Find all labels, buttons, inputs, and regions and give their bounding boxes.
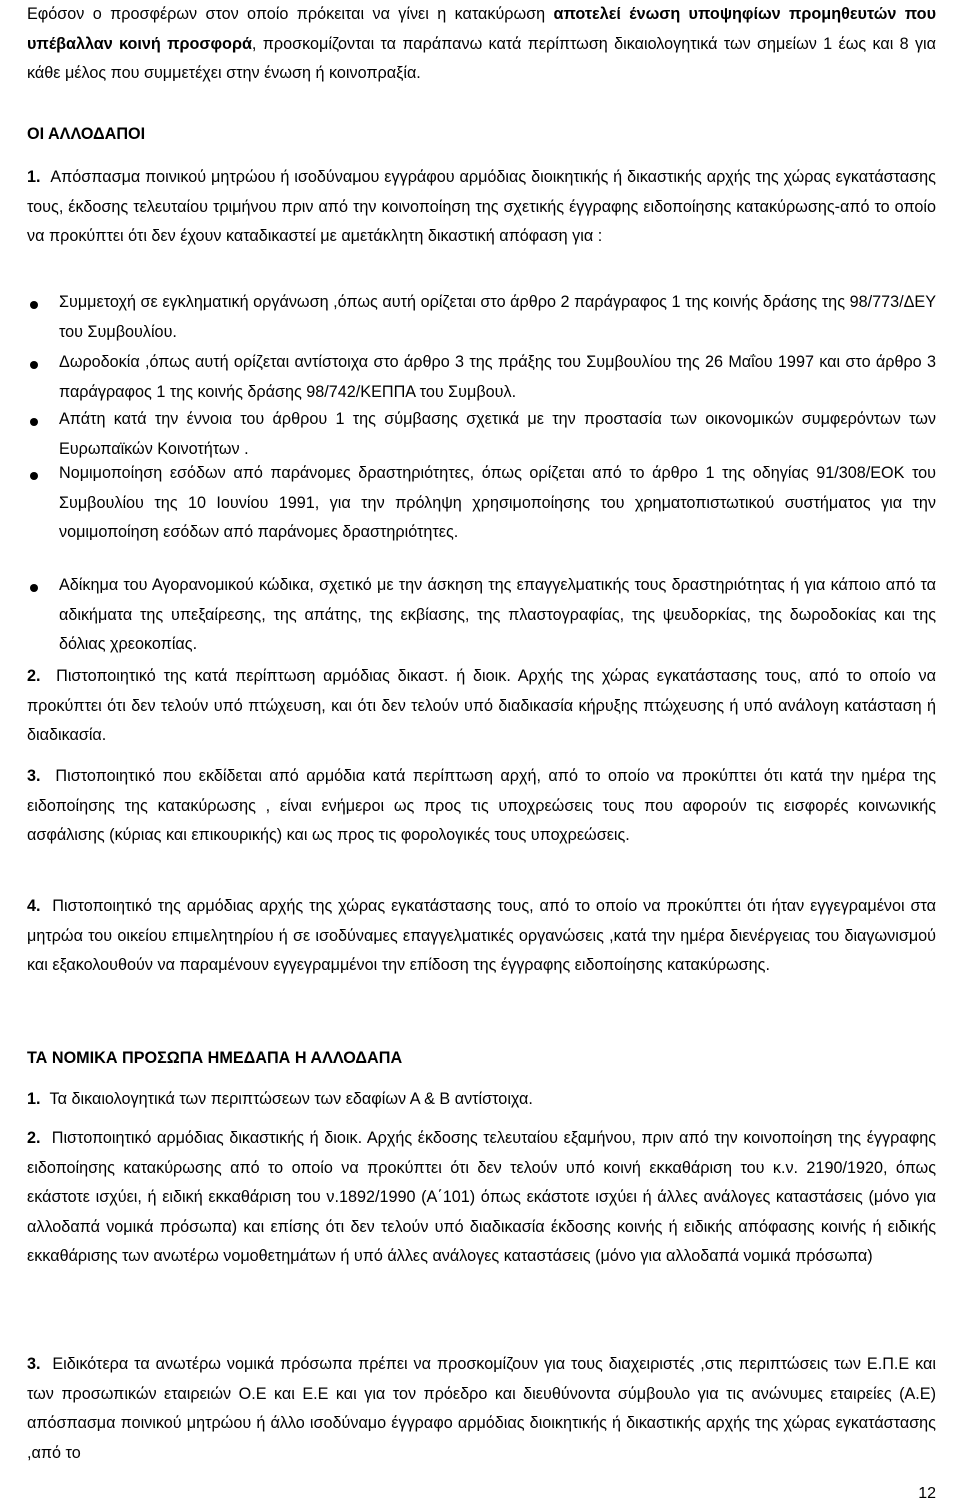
section-title-foreigners: ΟΙ ΑΛΛΟΔΑΠΟΙ [27,125,146,143]
bullet-dot [30,301,38,309]
list-item: Συμμετοχή σε εγκληματική οργάνωση ,όπως αυτή ορίζεται στο άρθρο 2 παράγραφος 1 της κοινής δράσης της 98/773/ΔΕΥ του Συμβουλίου. [59,293,936,341]
bullet-dot [30,418,38,426]
intro-paragraph [27,0,936,89]
item-number: 4. [27,897,41,915]
legal-entities-item-2 [27,1124,936,1272]
foreigners-item-1 [27,163,936,252]
foreigners-item-3 [27,762,936,851]
section-title-legal-entities: ΤΑ ΝΟΜΙΚΑ ΠΡΟΣΩΠΑ ΗΜΕΔΑΠΑ Η ΑΛΛΟΔΑΠΑ [27,1049,403,1067]
item-text: Πιστοποιητικό αρμόδιας δικαστικής ή διοικ. Αρχής έκδοσης τελευταίου εξαμήνου, πριν από την κοινοποίηση της έγγραφης ειδοποίησης κατακύρωσης από το οποίο να προκύπτει ότι δεν τελούν υπό κοινή εκκαθάριση του κ.ν. 2190/1920, όπως εκάστοτε ισχύει, ή ειδική εκκαθάριση του ν.1892/1990 (Α΄101) όπως εκάστοτε ισχύει ή άλλες ανάλογες καταστάσεις (μόνο για αλλοδαπά νομικά πρόσωπα) και επίσης ότι δεν τελούν υπό διαδικασία έκδοσης κοινής ή ειδικής απόφασης κοινής ή ειδικής εκκαθάρισης των ανωτέρω νομοθετημάτων ή υπό άλλες ανάλογες καταστάσεις (μόνο για αλλοδαπά νομικά πρόσωπα) [27,1129,936,1265]
item-text: Πιστοποιητικό που εκδίδεται από αρμόδια κατά περίπτωση αρχή, από το οποίο να προκύπτει ότι κατά την ημέρα της ειδοποίησης της κατακύρωσης , είναι ενήμεροι ως προς τις υποχρεώσεις τους που αφορούν τις εισφορές κοινωνικής ασφάλισης (κύριας και επικουρικής) και ως προς τις φορολογικές τους υποχρεώσεις. [27,767,936,844]
intro-text-pre: Εφόσον ο προσφέρων στον οποίο πρόκειται να γίνει η κατακύρωση [27,5,554,23]
item-text: Πιστοποιητικό της αρμόδιας αρχής της χώρας εγκατάστασης τους, από το οποίο να προκύπτει ότι ήταν εγγεγραμένοι στα μητρώα του οικείου επιμελητηρίου ή σε ισοδύναμες επαγγελματικές οργανώσεις ,κατά την ημέρα διενέργειας του διαγωνισμού και εξακολουθούν να παραμένουν εγγεγραμμένοι την επίδοση της έγγραφης ειδοποίησης κατακύρωσης. [27,897,936,974]
list-item: Απάτη κατά την έννοια του άρθρου 1 της σύμβασης σχετικά με την προστασία των οικονομικών συμφερόντων των Ευρωπαϊκών Κοινοτήτων . [59,410,936,458]
list-item: Αδίκημα του Αγορανομικού κώδικα, σχετικό με την άσκηση της επαγγελματικής τους δραστηριότητας ή για κάποιο από τα αδικήματα της υπεξαίρεσης, της απάτης, της εκβίασης, της πλαστογραφίας, της ψευδορκίας, της δωροδοκίας και της δόλιας χρεοκοπίας. [59,576,936,653]
item-number: 2. [27,1129,41,1147]
bullet-dot [30,472,38,480]
bullet-dot [30,361,38,369]
legal-entities-item-1 [27,1085,936,1115]
item-number: 2. [27,667,41,685]
foreigners-item-4 [27,892,936,981]
legal-entities-item-3 [27,1350,936,1468]
bullet-dot [30,584,38,592]
item-text: Απόσπασμα ποινικού μητρώου ή ισοδύναμου εγγράφου αρμόδιας διοικητικής ή δικαστικής αρχής της χώρας εγκατάστασης τους, έκδοσης τελευταίου τριμήνου πριν από την κοινοποίηση της σχετικής έγγραφης ειδοποίησης κατακύρωσης-από το οποίο να προκύπτει ότι δεν έχουν καταδικαστεί με αμετάκλητη δικαστική απόφαση για : [27,168,936,245]
item-number: 1. [27,168,41,186]
page-number: 12 [918,1485,936,1502]
intro-text-post: , προσκομίζονται τα παράπανω κατά περίπτωση δικαιολογητικά των σημείων 1 έως και 8 για κάθε μέλος που συμμετέχει στην ένωση ή κοινοπραξία. [27,34,936,82]
item-number: 1. [27,1090,41,1108]
item-text: Τα δικαιολογητικά των περιπτώσεων των εδαφίων Α & Β αντίστοιχα. [49,1090,533,1108]
item-number: 3. [27,1355,41,1373]
list-item: Νομιμοποίηση εσόδων από παράνομες δραστηριότητες, όπως ορίζεται από το άρθρο 1 της οδηγίας 91/308/ΕΟΚ του Συμβουλίου της 10 Ιουνίου 1991, για την πρόληψη χρησιμοποίησης του χρηματοπιστωτικού συστήματος για την νομιμοποίηση εσόδων από παράνομες δραστηριότητες. [59,464,936,541]
item-text: Ειδικότερα τα ανωτέρω νομικά πρόσωπα πρέπει να προσκομίζουν για τους διαχειριστές ,στις περιπτώσεις των Ε.Π.Ε και των προσωπικών εταιρειών Ο.Ε και Ε.Ε και για τον πρόεδρο και διευθύνοντα σύμβουλο για τις ανώνυμες εταιρείες (Α.Ε) απόσπασμα ποινικού μητρώου ή άλλο ισοδύναμο έγγραφο αρμόδιας διοικητικής ή δικαστικής αρχής της χώρας εγκατάστασης ,από το [27,1355,936,1462]
foreigners-item-2 [27,662,936,751]
intro-text-bold: αποτελεί ένωση υποψηφίων προμηθευτών που υπέβαλλαν κοινή προσφορά [27,5,936,53]
item-text: Πιστοποιητικό της κατά περίπτωση αρμόδιας δικαστ. ή διοικ. Αρχής της χώρας εγκατάστασης τους, από το οποίο να προκύπτει ότι δεν τελούν υπό πτώχευση, και ότι δεν τελούν υπό διαδικασία κήρυξης πτώχευσης ή υπό ανάλογη κατάσταση ή διαδικασία. [27,667,936,744]
item-number: 3. [27,767,41,785]
list-item: Δωροδοκία ,όπως αυτή ορίζεται αντίστοιχα στο άρθρο 3 της πράξης του Συμβουλίου της 26 Μαΐου 1997 και στο άρθρο 3 παράγραφος 1 της κοινής δράσης 98/742/ΚΕΠΠΑ του Συμβουλ. [59,353,936,401]
